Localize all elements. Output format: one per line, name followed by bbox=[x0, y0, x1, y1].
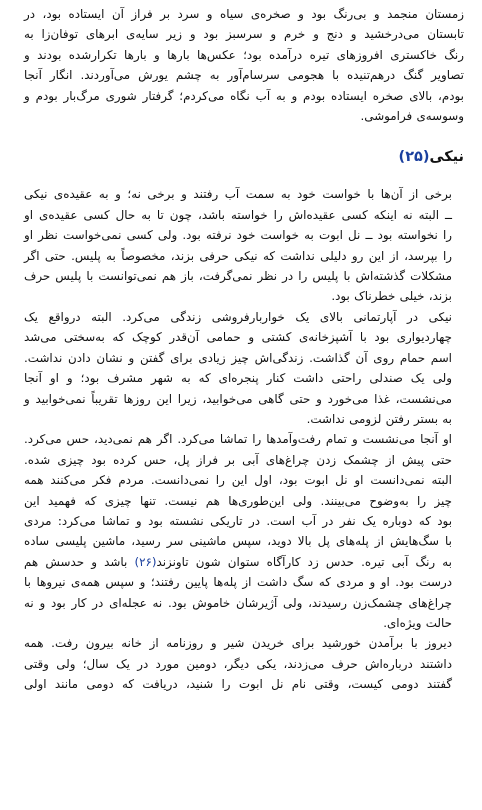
text-line: داشتند درباره‌اش حرف می‌زدند، یکی دیگر، دومین مورد در یک سال؛ ولی وقتی bbox=[24, 656, 452, 671]
text-line: حالت ویژه‌ای. bbox=[383, 615, 452, 630]
text-line: برخی از آن‌ها با خواست خود به سمت آب رفتند و برخی نه؛ و به عقیده‌ی نیکی bbox=[24, 187, 452, 202]
text-line: اسم حمام روی آن گذاشت. زندگی‌اش چیز زیادی برای گفتن و نشان دادن نداشت. bbox=[24, 350, 452, 365]
text-line: چراغ‌های چشمک‌زن رسیدند، ولی آژیرشان خاموش بود. نه عجله‌ای در کار بود و نه bbox=[24, 595, 452, 610]
text-line bbox=[24, 552, 464, 572]
text-line: تصاویر گنگ درهم‌تنیده با هجومی سرسام‌آور به چشم یورش می‌آوردند. انگار آنجا bbox=[24, 68, 464, 83]
text-line: ولی یک صندلی راحتی داشت کنار پنجره‌ای که به شهر مشرف بود؛ و او آنجا bbox=[24, 371, 452, 386]
text-line: رنگ خاکستری افروزهای تیره درآمده بود؛ عکس‌ها بارها و بارها تکرارشده بودند و bbox=[24, 47, 464, 62]
section-1-paragraph bbox=[24, 4, 464, 126]
text-line: بزند، خیلی خطرناک بود. bbox=[331, 289, 452, 304]
text-line: چیز را به‌وضوح می‌بینند. ولی این‌طوری‌ها هم نیست. تنها چیزی که فهمید این bbox=[24, 493, 452, 508]
text-segment: به رنگ آبی تیره. حدس زد کارآگاه ستوان شون تاونزند bbox=[156, 554, 452, 569]
text-line: درست بود. او و مردی که سگ داشت از پله‌ها پایین رفتند؛ و سپس همه‌ی نیروها با bbox=[24, 575, 452, 590]
text-line: می‌نشست، غذا می‌خورد و حتی گاهی می‌خوابید، زیرا این روزها تقریباً نمی‌خوابید و bbox=[24, 391, 452, 406]
text-line: زمستان منجمد و بی‌رنگ بود و صخره‌ی سیاه و سرد بر فراز آن ایستاده بود، در bbox=[24, 7, 464, 21]
text-line: را نخواسته بود ــ نل ابوت به خواست خود نرفته بود. ولی کسی نمی‌خواست نظر او bbox=[24, 228, 452, 243]
chapter-number-open: ( bbox=[422, 149, 430, 166]
footnote-reference[interactable]: (۲۶) bbox=[134, 554, 157, 569]
text-line: مشکلات گذشته‌اش با پلیس را در نظر نمی‌گرفت، باز هم نمی‌توانست با پلیس حرف bbox=[24, 269, 452, 284]
chapter-title: نیکی bbox=[429, 149, 464, 166]
book-page bbox=[24, 0, 464, 810]
chapter-number: ۲۵ bbox=[405, 149, 423, 166]
chapter-number-close: ) bbox=[398, 149, 406, 166]
text-line: وسوسه‌ی فراموشی. bbox=[360, 109, 464, 124]
text-line: حتی پیش از چشمک زدن چراغ‌های آبی بر فراز پل، حس کرده بود چیزی شده. bbox=[24, 452, 452, 467]
text-line: گفتند دومی کیست، وقتی نام نل ابوت را شنید، دریافت که دومی مانند اولی bbox=[24, 677, 452, 692]
text-segment: باشد و حدسش هم bbox=[24, 554, 135, 569]
text-line: البته نمی‌دانست او نل ابوت بود، اول این را نمی‌دانست. مردم فکر می‌کنند همه bbox=[24, 473, 452, 488]
text-line: چهاردیواری بود با آشپزخانه‌ی کشتی و حمامی آن‌قدر کوچک که به‌سختی می‌شد bbox=[24, 330, 452, 345]
text-line: بودم، بالای صخره ایستاده بودم و به آب نگاه می‌کردم؛ گرفتار شوری مرگ‌بار بودم و bbox=[24, 88, 464, 103]
text-line: با سگ‌هایش از پله‌های پل بالا دوید، سپس ماشینی سر رسید، ماشین پلیسی ساده bbox=[24, 534, 452, 549]
text-line: او آنجا می‌نشست و تمام رفت‌وآمدها را تماشا می‌کرد. اگر هم نمی‌دید، حس می‌کرد. bbox=[24, 432, 452, 447]
paragraph-1 bbox=[24, 184, 464, 306]
text-line: بود که دوباره یک نفر در آب است. در تاریکی نشسته بود و تماشا می‌کرد: مردی bbox=[24, 513, 452, 528]
text-line: دیروز با برآمدن خورشید برای خریدن شیر و روزنامه از خانه بیرون رفت. همه bbox=[24, 636, 452, 651]
paragraph-3 bbox=[24, 429, 464, 633]
text-line: را بپرسد، از این رو دلیلی نداشت که نیکی حرفی بزند، مخصوصاً به پلیس. حتی اگر bbox=[24, 248, 452, 263]
text-line: ــ البته نه اینکه کسی عقیده‌اش را خواسته باشد، چون تا به حال کسی عقیده‌ی او bbox=[24, 207, 452, 222]
text-line: نیکی در آپارتمانی بالای یک خواربارفروشی زندگی می‌کرد. البته درواقع یک bbox=[24, 309, 452, 324]
paragraph-4 bbox=[24, 633, 464, 694]
text-line: تابستان می‌درخشید و دنج و خرم و سرسبز بود و زیر سایه‌ی ابرهای توفان‌زا به bbox=[24, 27, 464, 42]
chapter-heading bbox=[24, 146, 464, 168]
paragraph-2 bbox=[24, 307, 464, 429]
text-line: به بستر رفتن لزومی نداشت. bbox=[306, 411, 452, 426]
